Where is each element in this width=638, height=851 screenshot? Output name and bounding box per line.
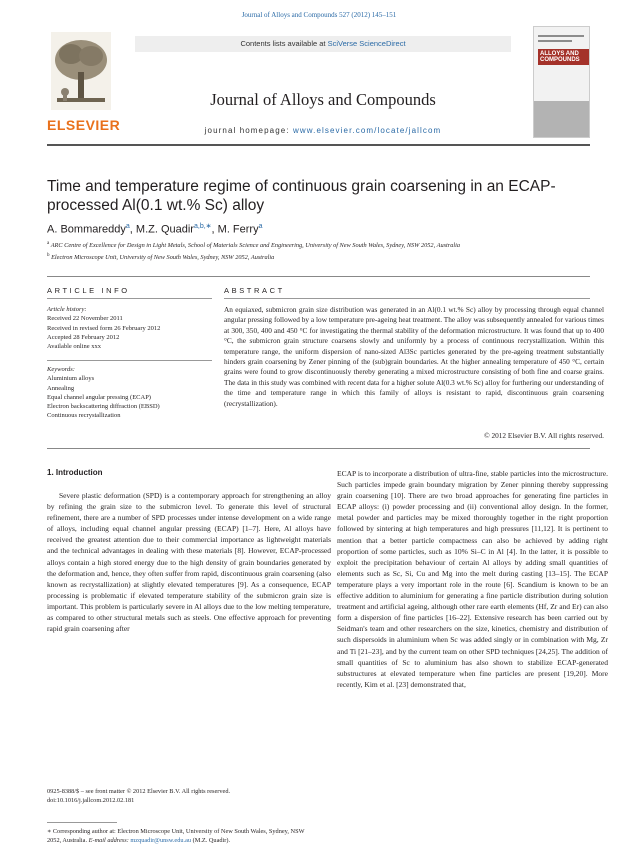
corresponding-author-footnote	[47, 827, 318, 845]
affiliation-item	[47, 239, 590, 251]
elsevier-logo	[47, 26, 121, 133]
abstract-divider	[224, 298, 590, 299]
journal-title: Journal of Alloys and Compounds	[210, 90, 436, 109]
masthead	[47, 26, 590, 142]
keywords-label: Keywords:	[47, 366, 75, 373]
author-sup[interactable]: a	[258, 223, 263, 230]
footnote-text: ∗ Corresponding author at: Electron Microscope Unit, University of New South Wales, Sydney, NSW 2052, Australia.	[47, 828, 305, 844]
body-column-left	[47, 490, 331, 634]
abstract-copyright: © 2012 Elsevier B.V. All rights reserved.	[484, 431, 604, 440]
title-divider	[47, 276, 590, 277]
author-email-link[interactable]: mzquadir@unsw.edu.au	[130, 837, 192, 844]
keywords	[47, 365, 215, 421]
keyword-item: Electron backscattering diffraction (EBSD)	[47, 403, 160, 411]
journal-homepage	[135, 126, 511, 135]
keywords-divider	[47, 360, 212, 361]
sciencedirect-link[interactable]: SciVerse ScienceDirect	[327, 39, 406, 48]
footnote-email-label: E-mail address:	[88, 837, 131, 844]
contents-prefix: Contents lists available at	[240, 39, 328, 48]
homepage-prefix: journal homepage:	[204, 126, 293, 135]
journal-reference[interactable]: Journal of Alloys and Compounds 527 (2012) 145–151	[241, 11, 397, 19]
body-paragraph: ECAP is to incorporate a distribution of ultra-fine, stable particles into the microstructure. Such particles impede grain boundary migration by Zener pinning thereby suppressing grain coarsening [10]. There are two broad approaches for generating fine particles in ECAP alloys: (i) powder processing and (ii) conventional alloy design. In the former, metal powder and particles may be mixed thoroughly together in the right proportion followed by sintering at high temperatures and high pressures [11,12]. It is pertinent to mention that a better particle compactness can also be achieved by adding right proportion of some particles, such as 10% Si–C in Al [4]. In the latter, it is possible to exploit the precipitation behaviour of certain Al alloys by adding small quantities of elements such as Sc, Si, Cu and Mg into the melt during casting [13–15]. The ECAP temperature plays a very important role in the route [6]. Scandium is known to be an effective addition to aluminium for generating a fine particle distribution during solution treatment and artificial ageing, although other rare earth elements (Hf, Zr and Er) can also form a dispersion of fine particles [16–22]. Extensive research has been carried out by Seidman's team and other researchers on the size, kinetics, chemistry and distribution of such dispersoids in aluminium when Sc was added singly or in combination with Mg, Zr and Ti [21–23], and by the current team on other SPD techniques [24,25]. The addition of small quantities of Sc to aluminium has also shown to stabilize ECAP-generated substructures at elevated temperature when fine particles are present [19,20]. More recently, Kim et al. [23] demonstrated that,	[337, 469, 608, 689]
keyword-item: Annealing	[47, 384, 75, 392]
issn-line: 0925-8388/$ – see front matter © 2012 Elsevier B.V. All rights reserved.	[47, 788, 231, 795]
abstract-heading: ABSTRACT	[224, 286, 285, 295]
cover-line	[538, 40, 572, 42]
elsevier-tree-icon	[51, 32, 111, 110]
article-info-heading: ARTICLE INFO	[47, 286, 130, 295]
history-item: Received 22 November 2011	[47, 315, 123, 323]
article-title: Time and temperature regime of continuous grain coarsening in an ECAP-processed Al(0.1 wt.% Sc) alloy	[47, 178, 556, 214]
keyword-item: Aluminium alloys	[47, 375, 95, 383]
abstract-bottom-divider	[47, 448, 590, 449]
keyword-item: Equal channel angular pressing (ECAP)	[47, 393, 151, 401]
body-column-right	[337, 468, 608, 690]
author-name: M.Z. Quadir	[135, 223, 194, 236]
doi-line[interactable]: doi:10.1016/j.jallcom.2012.02.181	[47, 797, 135, 804]
affiliation-item	[47, 251, 590, 263]
history-item: Available online xxx	[47, 343, 102, 351]
affiliation-sup: a	[47, 241, 50, 246]
history-item: Accepted 28 February 2012	[47, 333, 120, 341]
cover-line	[538, 35, 584, 37]
article-history	[47, 305, 215, 351]
abstract-text: An equiaxed, submicron grain size distribution was generated in an Al(0.1 wt.% Sc) alloy by processing through equal channel angular pressing followed by a low temperature pre-ageing heat treatment. The alloy was subsequently annealed for various times at 300, 350, 400 and 450 °C for investigating the thermal stability of the deformation microstructure. It was found that up to 400 °C, the submicron grain structure coarsens slowly and uniformly by a process of continuous recrystallization. Within this temperature range, the uniform dispersion of nano-sized Al3Sc particles generated by the pre-ageing treatment substantially hinders grain coarsening by Zener pinning of the (sub)grain boundaries. At the higher annealing temperature of 450 °C, certain grains were found to grow discontinuously thereby generating a mixed microstructure consisting of both fine and coarse grains. The data in this study was combined with recent data for a higher solute Al(0.3 wt.% Sc) alloy for furthering our understanding of the time and temperature range in which this family of alloys is resistant to rapid, discontinuous grain coarsening (recrystallization).	[224, 305, 604, 408]
author-sup[interactable]: a,b,∗	[193, 223, 212, 230]
info-divider	[47, 298, 212, 299]
cover-band	[534, 101, 589, 137]
affiliations	[47, 239, 590, 263]
affiliation-text: ARC Centre of Excellence for Design in Light Metals, School of Materials Science and Engineering, University of New South Wales, Sydney, NSW 2052, Australia	[50, 242, 461, 250]
front-matter-info	[47, 787, 397, 805]
affiliation-text: Electron Microscope Unit, University of New South Wales, Sydney, NSW 2052, Australia	[51, 254, 275, 262]
contents-bar	[135, 36, 511, 52]
author-sup[interactable]: a	[125, 223, 130, 230]
journal-cover-thumbnail	[533, 26, 590, 138]
keyword-item: Continuous recrystallization	[47, 412, 121, 420]
affiliation-sup: b	[47, 253, 50, 259]
footnote-email-suffix: (M.Z. Quadir).	[191, 837, 231, 844]
publisher-name: ELSEVIER	[47, 117, 121, 133]
author-name: M. Ferry	[217, 223, 259, 236]
body-paragraph: Severe plastic deformation (SPD) is a contemporary approach for strengthening an alloy by refining the grain size to the submicron level. To generate this level of structural refinement, there are a number of SPD processes under intense development on a wide range of alloys, including equal channel angular pressing (ECAP) [1–7]. Here, Al alloys have received the greatest attention due to their commercial importance as lightweight materials and the technical advantages in dealing with these materials [8]. However, ECAP-processed alloys contain a high stored energy due to the high density of grain boundaries generated by the deformation and, hence, they often suffer from rapid, discontinuous grain coarsening (also known as recrystallization) at slightly elevated temperatures [9]. As a consequence, ECAP processing is problematic if elevated temperature stability of the submicron grain size is important. This problem is particularly severe in Al alloys due to the low melting temperature, as compared to other structural metals such as steels. One effective approach for preventing rapid grain coarsening after	[47, 491, 331, 634]
author-name: A. Bommareddy	[47, 223, 126, 236]
author-list: A. Bommareddy$^a$, M.Z. Quadir$^{a,b,∗}$, M. Ferry$^a$	[47, 223, 263, 236]
history-label: Article history:	[47, 306, 87, 313]
footnote-divider	[47, 822, 117, 823]
homepage-link[interactable]: www.elsevier.com/locate/jallcom	[292, 126, 442, 135]
introduction-heading: 1. Introduction	[47, 468, 103, 477]
history-item: Received in revised form 26 February 2012	[47, 324, 161, 332]
header-divider	[47, 144, 590, 146]
cover-title: ALLOYS AND COMPOUNDS	[538, 49, 589, 65]
